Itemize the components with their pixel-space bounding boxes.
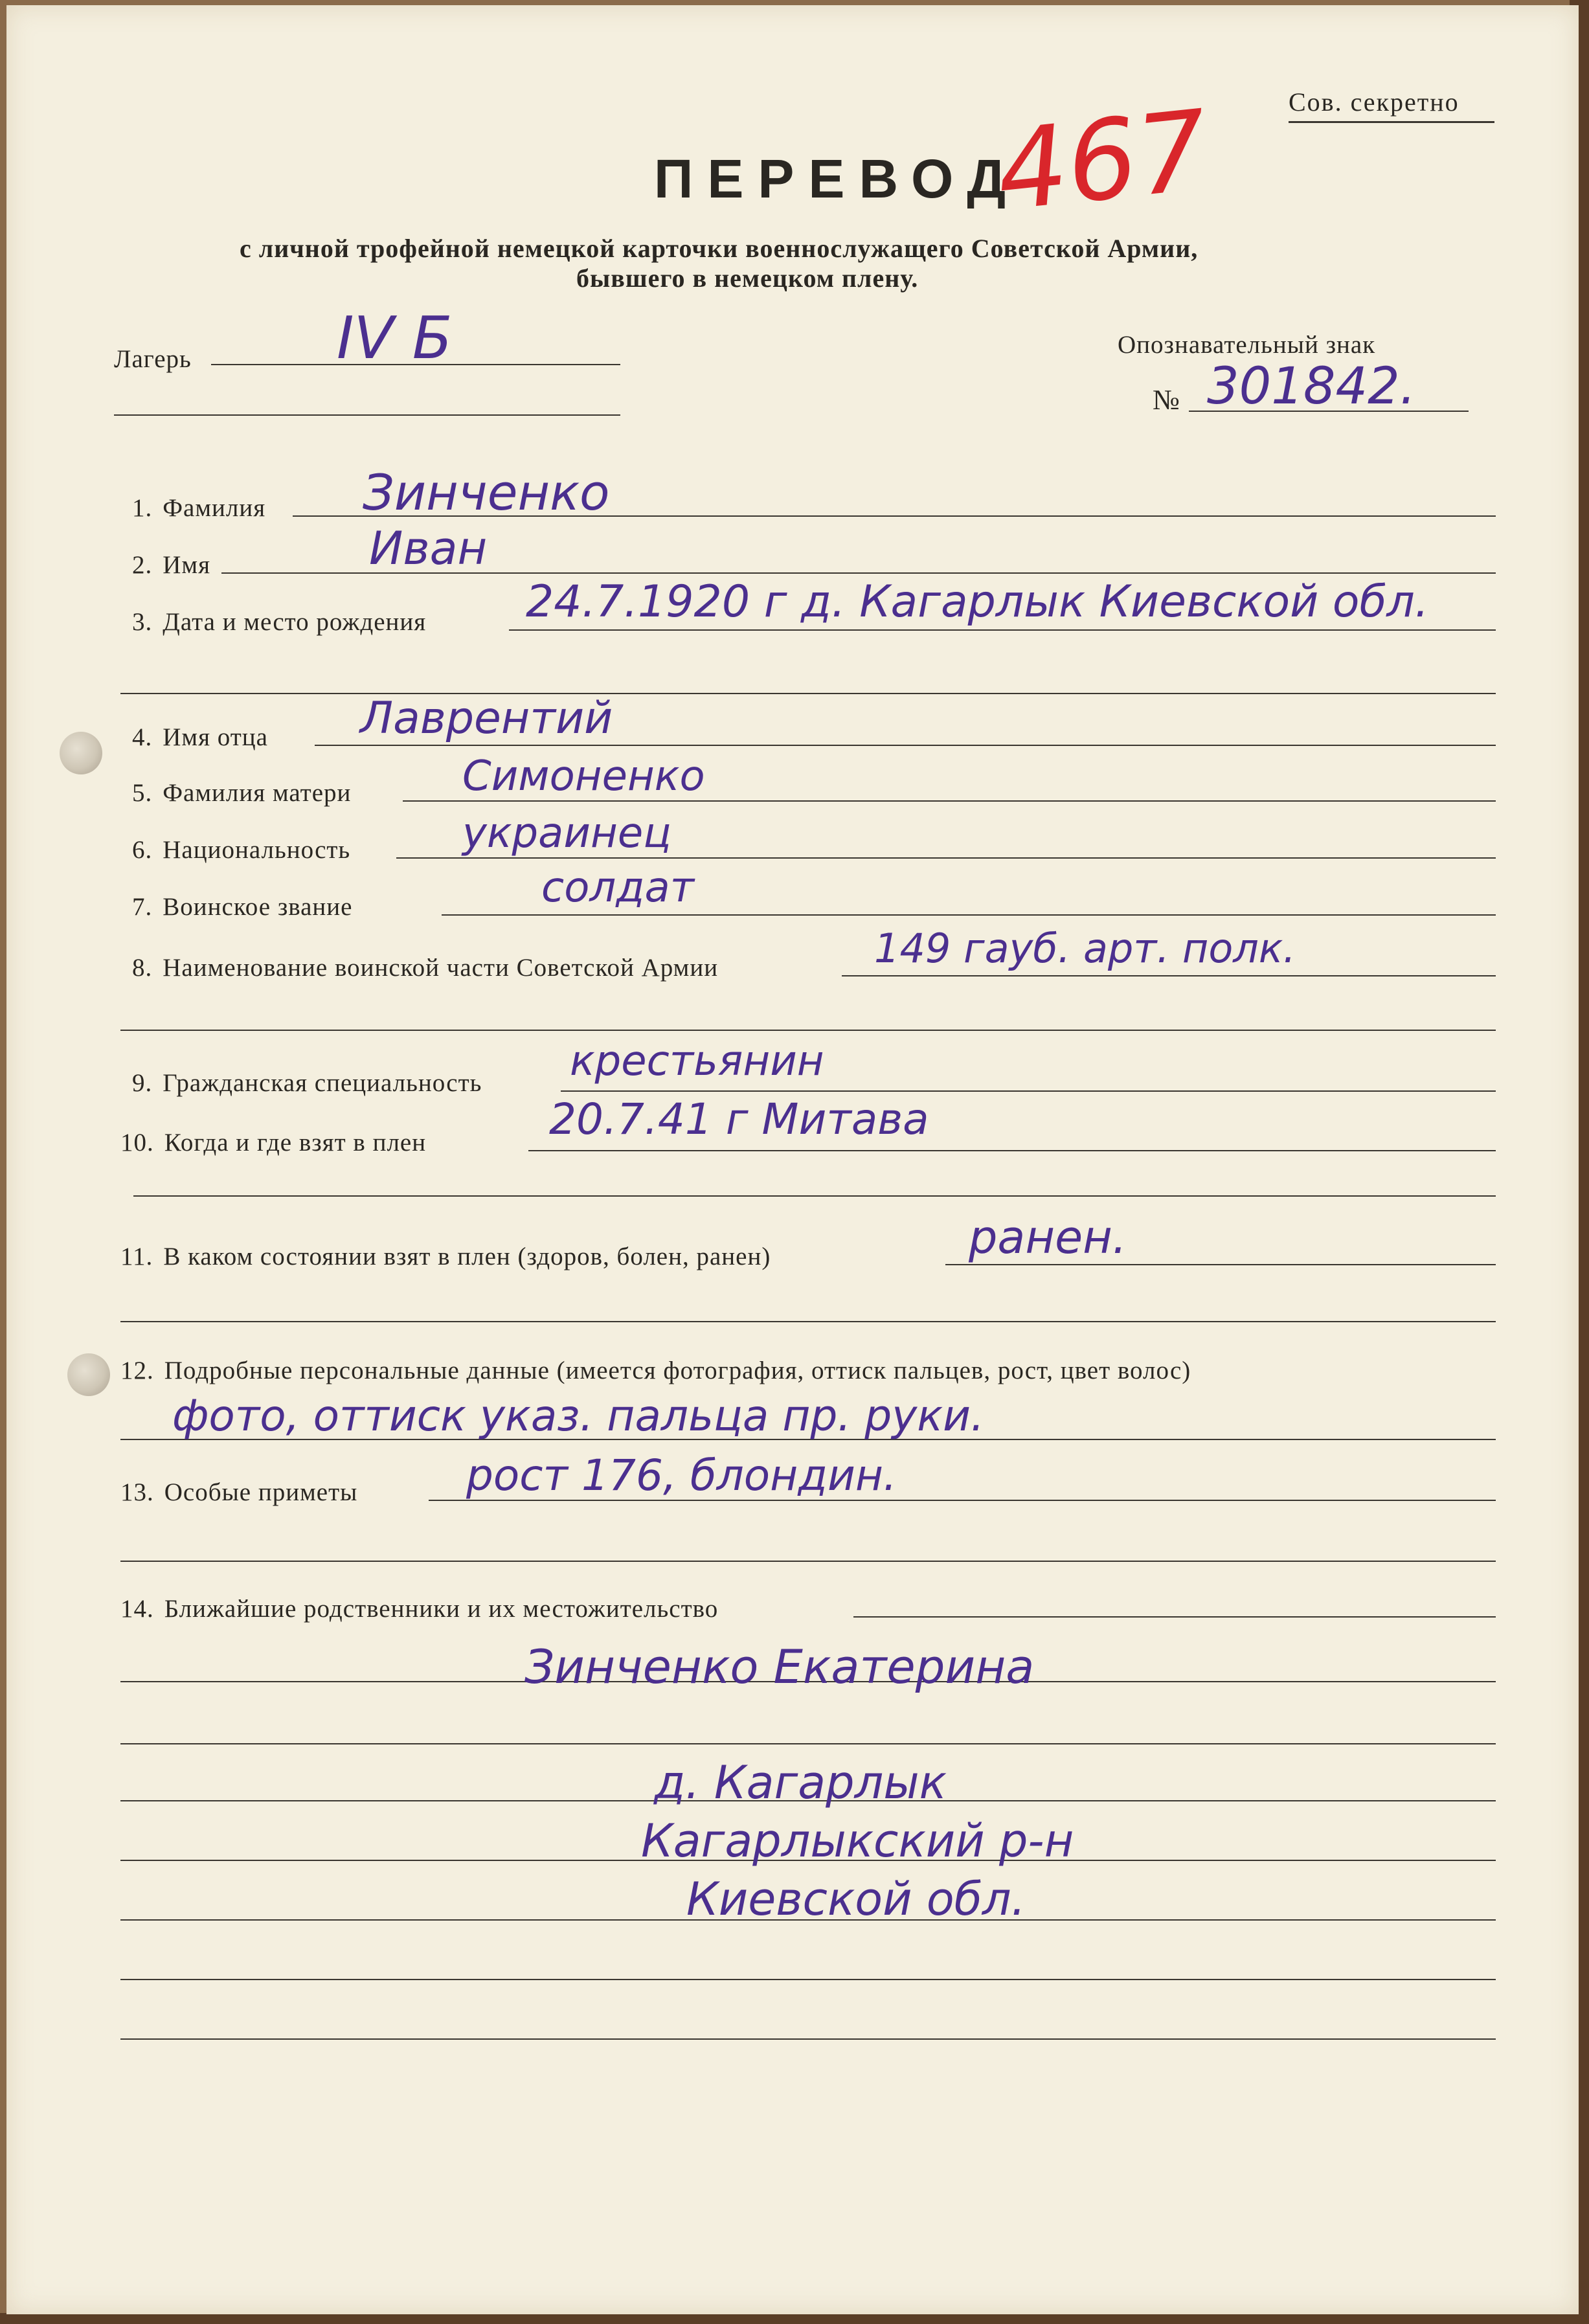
field-4-label — [132, 723, 268, 752]
field-5-number: 5. — [132, 779, 153, 807]
field-11-value: ранен. — [969, 1211, 1127, 1264]
field-2-number: 2. — [132, 551, 153, 579]
field-13-line-2 — [120, 1561, 1496, 1562]
field-8-number: 8. — [132, 954, 153, 982]
tag-label: Опознавательный знак — [1118, 331, 1376, 359]
document-subtitle-line2: бывшего в немецком плену. — [576, 264, 919, 293]
field-9-text: Гражданская специальность — [163, 1069, 482, 1097]
field-8-label — [132, 953, 718, 982]
field-5-value: Симоненко — [462, 752, 705, 800]
field-9-label — [132, 1068, 482, 1098]
field-11-line-2 — [120, 1321, 1496, 1322]
field-14-line-8 — [120, 2038, 1496, 2040]
handwritten-number: 467 — [991, 86, 1213, 236]
field-14-number: 14. — [120, 1595, 154, 1623]
field-3-label — [132, 607, 426, 637]
address-line-3: Киевской обл. — [686, 1873, 1026, 1926]
tag-value: 301842. — [1207, 357, 1416, 416]
field-14-value: Зинченко Екатерина — [524, 1640, 1035, 1694]
field-4-text: Имя отца — [163, 723, 268, 751]
field-12-value: фото, оттиск указ. пальца пр. руки. — [172, 1391, 985, 1441]
tag-prefix: № — [1153, 384, 1180, 416]
field-6-line — [396, 857, 1496, 859]
field-14-line-7 — [120, 1979, 1496, 1980]
address-line-1: д. Кагарлык — [654, 1756, 947, 1809]
field-1-label — [132, 493, 265, 523]
field-1-text: Фамилия — [163, 494, 266, 522]
field-7-value: солдат — [541, 864, 694, 912]
field-3-line — [509, 629, 1496, 631]
field-14-line — [853, 1616, 1496, 1618]
field-9-value: крестьянин — [570, 1037, 824, 1085]
field-10-value: 20.7.41 г Митава — [549, 1094, 929, 1144]
field-14-text: Ближайшие родственники и их местожительство — [164, 1595, 719, 1623]
field-6-label — [132, 835, 350, 864]
field-8-line-2 — [120, 1030, 1496, 1031]
field-6-text: Национальность — [163, 836, 351, 864]
field-11-label — [120, 1242, 771, 1271]
document-title: ПЕРЕВОД — [654, 148, 1020, 209]
field-10-text: Когда и где взят в плен — [164, 1129, 427, 1156]
camp-value: IV Б — [337, 304, 453, 372]
classification-stamp: Сов. секретно — [1289, 87, 1459, 117]
field-3-line-2 — [120, 693, 1496, 694]
field-14-label — [120, 1594, 718, 1623]
field-8-line — [842, 975, 1496, 976]
field-2-label — [132, 550, 210, 580]
field-1-value: Зинченко — [363, 464, 610, 521]
field-4-value: Лаврентий — [360, 693, 613, 744]
field-4-line — [315, 745, 1496, 746]
field-10-line — [528, 1150, 1496, 1151]
field-2-value: Иван — [369, 522, 488, 575]
field-3-text: Дата и место рождения — [163, 608, 427, 636]
field-12-label — [120, 1356, 1191, 1385]
document-subtitle-line1: с личной трофейной немецкой карточки военнослужащего Советской Армии, — [240, 234, 1199, 263]
field-4-number: 4. — [132, 723, 153, 751]
paper-edge-bottom — [0, 2313, 1589, 2324]
field-9-line — [561, 1090, 1496, 1092]
field-12-number: 12. — [120, 1357, 154, 1384]
field-7-line — [442, 914, 1496, 916]
field-10-number: 10. — [120, 1129, 154, 1156]
field-7-number: 7. — [132, 893, 153, 921]
field-11-number: 11. — [120, 1243, 153, 1270]
field-6-value: украинец — [462, 809, 671, 857]
field-9-number: 9. — [132, 1069, 153, 1097]
classification-underline — [1289, 121, 1494, 123]
punch-hole-top — [60, 732, 102, 774]
field-1-number: 1. — [132, 494, 153, 522]
field-13-number: 13. — [120, 1478, 154, 1506]
field-11-line — [945, 1264, 1496, 1265]
field-3-value: 24.7.1920 г д. Кагарлык Киевской обл. — [526, 576, 1429, 627]
field-7-text: Воинское звание — [163, 893, 353, 921]
field-13-label — [120, 1478, 357, 1507]
field-3-number: 3. — [132, 608, 153, 636]
field-12-text: Подробные персональные данные (имеется фотография, оттиск пальцев, рост, цвет волос) — [164, 1357, 1191, 1384]
field-8-text: Наименование воинской части Советской Армии — [163, 954, 719, 982]
camp-label: Лагерь — [114, 345, 192, 373]
field-13-text: Особые приметы — [164, 1478, 358, 1506]
field-8-value: 149 гауб. арт. полк. — [874, 925, 1296, 972]
field-5-line — [403, 800, 1496, 802]
field-10-label — [120, 1128, 426, 1157]
field-14-line-3 — [120, 1743, 1496, 1744]
field-5-label — [132, 778, 351, 807]
field-7-label — [132, 892, 353, 921]
address-line-2: Кагарлыкский р-н — [641, 1814, 1074, 1867]
field-11-text: В каком состоянии взят в плен (здоров, болен, ранен) — [163, 1243, 771, 1270]
field-2-text: Имя — [163, 551, 211, 579]
field-13-value: рост 176, блондин. — [466, 1450, 897, 1500]
field-5-text: Фамилия матери — [163, 779, 352, 807]
punch-hole-bottom — [67, 1353, 110, 1396]
field-6-number: 6. — [132, 836, 153, 864]
camp-line-2 — [114, 414, 620, 416]
field-10-line-2 — [133, 1195, 1496, 1197]
